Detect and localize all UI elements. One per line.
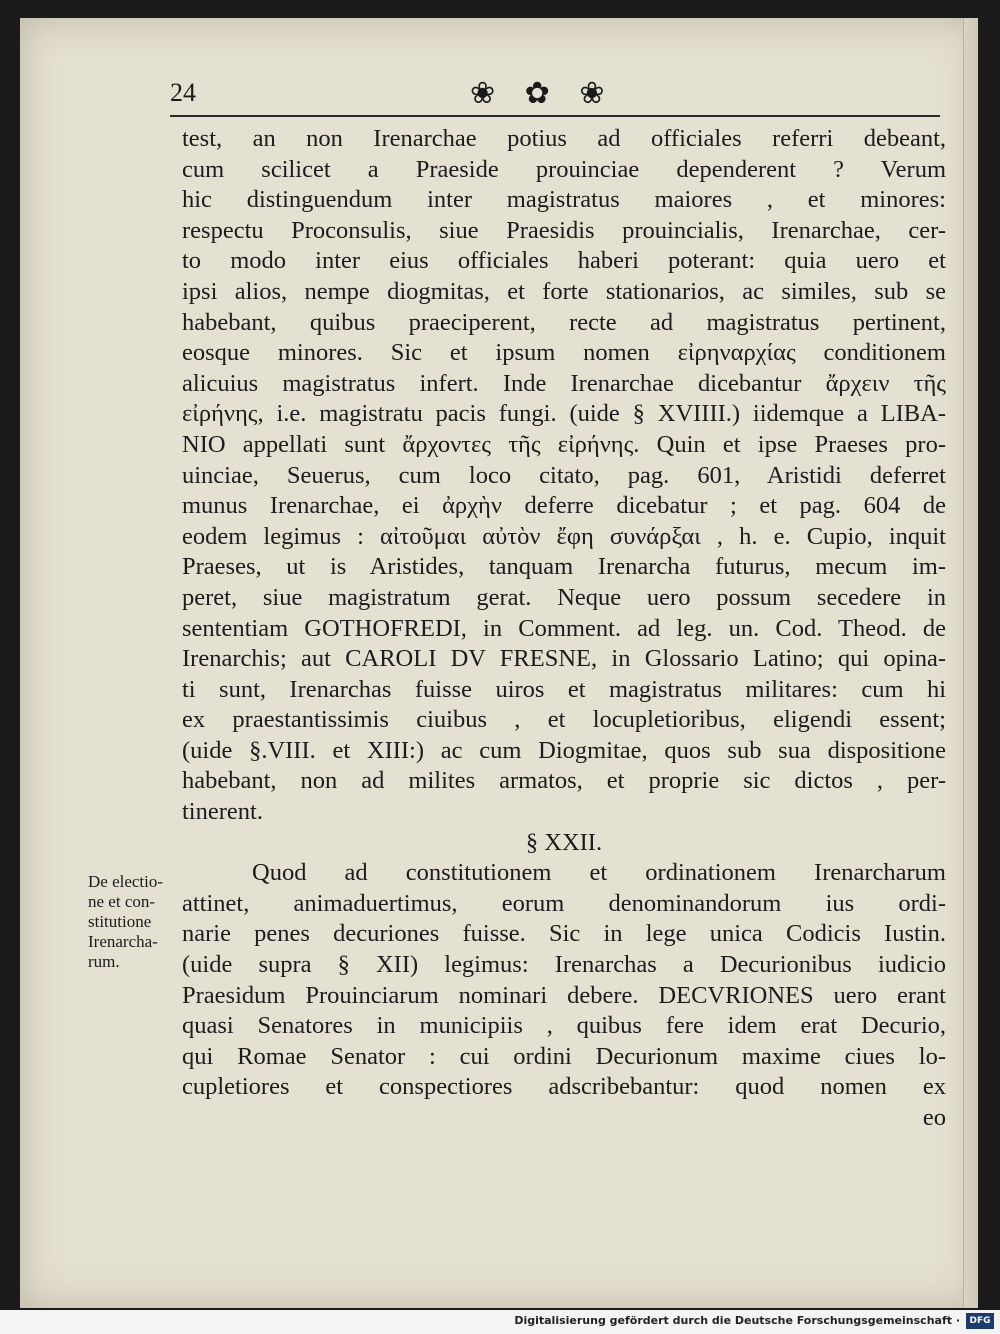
text-line: ipsi alios, nempe diogmitas, et forte stationarios, ac similes, sub se <box>182 277 946 305</box>
text-line: eosque minores. Sic et ipsum nomen εἰρηναρχίας conditionem <box>182 339 946 367</box>
margin-note-line: stitutione <box>88 912 152 931</box>
text-line: quasi Senatores in municipiis , quibus fere idem erat Decurio, <box>182 1012 946 1040</box>
page-edge <box>963 18 978 1308</box>
page-number: 24 <box>170 78 196 107</box>
footer-bar <box>0 1310 1000 1334</box>
text-line: attinet, animaduertimus, eorum denominandorum ius ordi- <box>182 889 946 917</box>
text-line: habebant, non ad milites armatos, et proprie sic dictos , per- <box>182 767 946 795</box>
text-line: Irenarchis; aut CAROLI DV FRESNE, in Glossario Latino; qui opina- <box>182 645 946 673</box>
text-line: ex praestantissimis ciuibus , et locupletioribus, eligendi essent; <box>182 706 946 734</box>
text-line: narie penes decuriones fuisse. Sic in lege unica Codicis Iustin. <box>182 920 946 948</box>
text-line: NIO appellati sunt ἄρχοντες τῆς εἰρήνης. Quin et ipse Praeses pro- <box>182 430 946 458</box>
header-rule <box>170 115 940 117</box>
text-line: munus Irenarchae, ei ἀρχὴν deferre dicebatur ; et pag. 604 de <box>182 492 946 520</box>
text-line: hic distinguendum inter magistratus maiores , et minores: <box>182 186 946 214</box>
text-line: ti sunt, Irenarchas fuisse uiros et magistratus militares: cum hi <box>182 675 946 703</box>
margin-note-line: De electio- <box>88 872 164 891</box>
margin-note <box>88 872 188 972</box>
text-line: Praeses, ut is Aristides, tanquam Irenarcha futurus, mecum im- <box>182 553 946 581</box>
text-line: to modo inter eius officiales haberi poterant: quia uero et <box>182 247 946 275</box>
text-line: peret, siue magistratum gerat. Neque uero possum secedere in <box>182 583 946 611</box>
text-line: Praesidum Prouinciarum nominari debere. DECVRIONES uero erant <box>182 981 946 1009</box>
text-line: test, an non Irenarchae potius ad officiales referri debeant, <box>182 125 946 152</box>
text-line: (uide §.VIII. et XIII:) ac cum Diogmitae, quos sub sua dispositione <box>182 736 946 764</box>
page-header <box>170 78 940 114</box>
header-ornament: ❀ ✿ ❀ <box>470 76 615 111</box>
text-line: uinciae, Seuerus, cum loco citato, pag. 601, Aristidi deferret <box>182 461 946 489</box>
catchword: eo <box>922 1104 946 1131</box>
text-line: alicuius magistratus infert. Inde Irenarchae dicebantur ἄρχειν τῆς <box>182 369 946 397</box>
text-line: respectu Proconsulis, siue Praesidis prouincialis, Irenarchae, cer- <box>182 216 946 244</box>
text-line: habebant, quibus praeciperent, recte ad magistratus pertinent, <box>182 308 946 336</box>
margin-note-line: rum. <box>88 952 120 971</box>
text-line: qui Romae Senator : cui ordini Decurionum maxime ciues lo- <box>182 1042 946 1070</box>
margin-note-line: ne et con- <box>88 892 156 911</box>
text-line: sententiam GOTHOFREDI, in Comment. ad leg. un. Cod. Theod. de <box>182 614 946 642</box>
text-line: cupletiores et conspectiores adscribebantur: quod nomen ex <box>182 1073 946 1101</box>
section-heading: § XXII. <box>525 828 603 856</box>
dfg-logo: DFG <box>966 1313 994 1329</box>
margin-note-line: Irenarcha- <box>88 932 158 951</box>
text-line: tinerent. <box>182 798 263 826</box>
text-line: eodem legimus : αἰτοῦμαι αὐτὸν ἔφη συνάρξαι , h. e. Cupio, inquit <box>182 522 946 550</box>
footer-credit: Digitalisierung gefördert durch die Deutsche Forschungsgemeinschaft · <box>514 1314 960 1327</box>
text-line: Quod ad constitutionem et ordinationem Irenarcharum <box>252 859 946 887</box>
text-line: cum scilicet a Praeside prouinciae dependerent ? Verum <box>182 155 946 183</box>
main-text <box>182 124 946 1134</box>
text-line: (uide supra § XII) legimus: Irenarchas a Decurionibus iudicio <box>182 951 946 979</box>
text-line: εἰρήνης, i.e. magistratu pacis fungi. (uide § XVIIII.) iidemque a LIBA- <box>182 400 946 428</box>
